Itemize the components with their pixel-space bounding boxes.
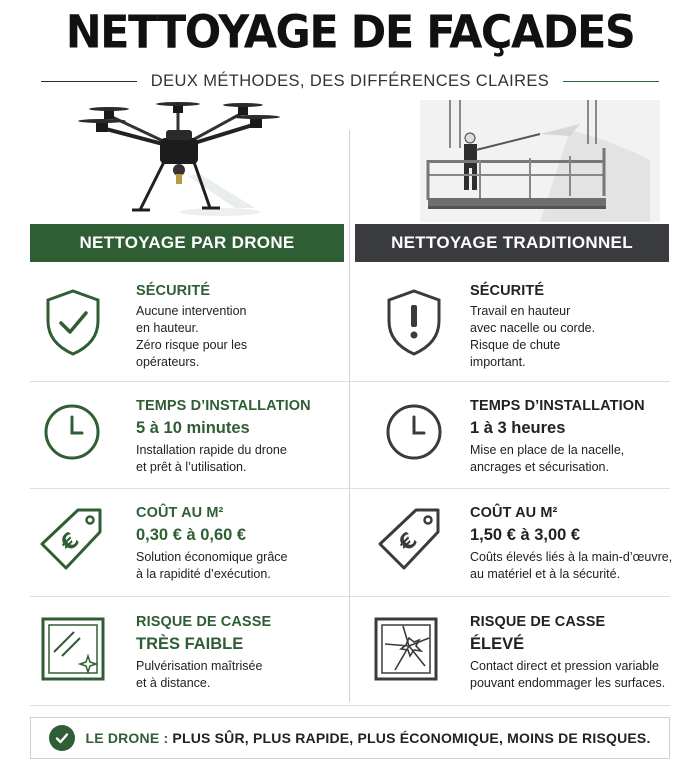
drone-cost-label: COÛT AU M² [136, 505, 224, 521]
shield-check-icon [42, 287, 104, 362]
drone-security-desc: Aucune intervention en hauteur. Zéro risque pour les opérateurs. [136, 304, 248, 369]
page-subtitle: DEUX MÉTHODES, DES DIFFÉRENCES CLAIRES [150, 71, 550, 90]
traditional-cost-block [470, 505, 685, 583]
subtitle-row [0, 68, 700, 94]
drone-breakage-value: TRÈS FAIBLE [136, 635, 244, 653]
traditional-breakage-label: RISQUE DE CASSE [470, 614, 606, 630]
traditional-breakage-desc: Contact direct et pression variable pouvant endommager les surfaces. [470, 659, 666, 690]
drone-breakage-label: RISQUE DE CASSE [136, 614, 272, 630]
window-intact-icon [40, 616, 106, 687]
row-divider [30, 381, 670, 382]
drone-time-block [136, 398, 346, 476]
traditional-time-label: TEMPS D’INSTALLATION [470, 398, 645, 414]
drone-cost-value: 0,30 € à 0,60 € [136, 526, 247, 544]
row-divider [30, 596, 670, 597]
page-title: NETTOYAGE DE FAÇADES [65, 6, 635, 60]
traditional-column-header: NETTOYAGE TRADITIONNEL [355, 224, 669, 262]
row-divider [30, 705, 670, 706]
drone-time-value: 5 à 10 minutes [136, 419, 250, 437]
traditional-security-label: SÉCURITÉ [470, 283, 545, 299]
drone-column-header: NETTOYAGE PAR DRONE [30, 224, 344, 262]
clock-icon [384, 402, 444, 467]
subtitle-divider-left [41, 81, 137, 82]
conclusion-text [85, 730, 650, 746]
traditional-security-block [470, 283, 680, 371]
window-broken-icon [373, 616, 439, 687]
drone-time-desc: Installation rapide du drone et prêt à l’utilisation. [136, 443, 287, 474]
conclusion-rest: PLUS SÛR, PLUS RAPIDE, PLUS ÉCONOMIQUE, MOINS DE RISQUES. [168, 730, 651, 746]
drone-time-label: TEMPS D’INSTALLATION [136, 398, 311, 414]
traditional-cost-desc: Coûts élevés liés à la main-d’œuvre, au matériel et à la sécurité. [470, 550, 673, 581]
traditional-time-value: 1 à 3 heures [470, 419, 566, 437]
drone-cost-desc: Solution économique grâce à la rapidité d’exécution. [136, 550, 288, 581]
aerial-platform-image [420, 100, 660, 222]
euro-tag-icon [38, 506, 104, 581]
traditional-breakage-block [470, 614, 685, 692]
clock-icon [42, 402, 102, 467]
drone-security-block [136, 283, 346, 371]
conclusion-banner [30, 717, 670, 759]
column-divider [349, 130, 350, 702]
check-circle-icon [49, 725, 75, 751]
shield-warning-icon [383, 287, 445, 362]
drone-security-label: SÉCURITÉ [136, 283, 211, 299]
traditional-breakage-value: ÉLEVÉ [470, 635, 525, 653]
traditional-cost-value: 1,50 € à 3,00 € [470, 526, 581, 544]
traditional-security-desc: Travail en hauteur avec nacelle ou corde. Risque de chute important. [470, 304, 596, 369]
drone-breakage-block [136, 614, 346, 692]
drone-image [60, 100, 300, 222]
svg-text:€: € [394, 528, 423, 557]
euro-tag-icon [376, 506, 442, 581]
drone-cost-block [136, 505, 346, 583]
row-divider [30, 488, 670, 489]
traditional-cost-label: COÛT AU M² [470, 505, 558, 521]
traditional-time-block [470, 398, 680, 476]
traditional-time-desc: Mise en place de la nacelle, ancrages et sécurisation. [470, 443, 625, 474]
subtitle-divider-right [563, 81, 659, 82]
conclusion-lead: LE DRONE : [85, 730, 169, 746]
svg-text:€: € [56, 528, 85, 557]
drone-breakage-desc: Pulvérisation maîtrisée et à distance. [136, 659, 263, 690]
